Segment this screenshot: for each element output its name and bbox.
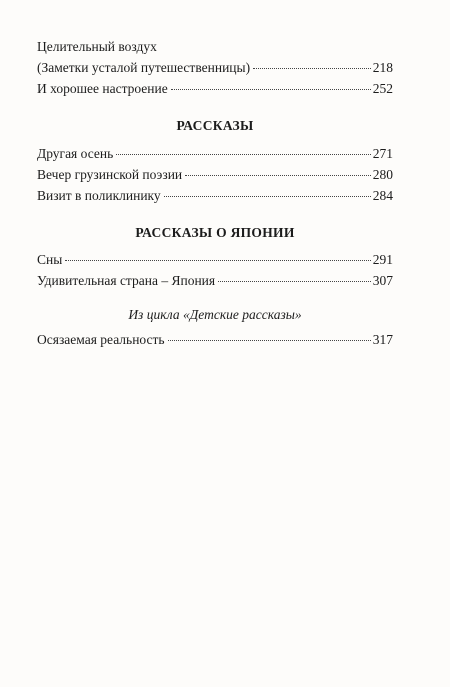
toc-entry bbox=[37, 185, 393, 206]
toc-entry bbox=[37, 78, 393, 99]
dot-leader bbox=[164, 196, 371, 197]
dot-leader bbox=[253, 68, 371, 69]
toc-entry-title: Визит в поликлинику bbox=[37, 188, 161, 203]
toc-entry bbox=[37, 270, 393, 291]
toc-entry-page: 271 bbox=[372, 146, 393, 161]
toc-entry-page: 307 bbox=[372, 273, 393, 288]
toc-entry-title-line: Целительный воздух bbox=[37, 39, 157, 54]
toc-entry bbox=[37, 329, 393, 350]
toc-entry-title: И хорошее настроение bbox=[37, 81, 168, 96]
toc-entry bbox=[37, 143, 393, 164]
dot-leader bbox=[116, 154, 370, 155]
section-heading-rasskazy: РАССКАЗЫ bbox=[176, 118, 254, 133]
toc-entry bbox=[37, 57, 393, 78]
toc-entry-page: 218 bbox=[372, 60, 393, 75]
section-heading-japan: РАССКАЗЫ О ЯПОНИИ bbox=[135, 225, 295, 240]
toc-entry bbox=[37, 249, 393, 270]
dot-leader bbox=[218, 281, 371, 282]
toc-entry-title: Удивительная страна – Япония bbox=[37, 273, 216, 288]
toc-entry-page: 317 bbox=[372, 332, 393, 347]
toc-entry-page: 252 bbox=[372, 81, 393, 96]
toc-entry-title: Вечер грузинской поэзии bbox=[37, 167, 183, 182]
toc-entry-page: 280 bbox=[372, 167, 393, 182]
section-heading-children-cycle: Из цикла «Детские рассказы» bbox=[128, 307, 302, 322]
dot-leader bbox=[168, 340, 371, 341]
table-of-contents bbox=[37, 36, 393, 350]
dot-leader bbox=[65, 260, 370, 261]
dot-leader bbox=[185, 175, 371, 176]
toc-entry-title: Другая осень bbox=[37, 146, 114, 161]
toc-entry-page: 291 bbox=[372, 252, 393, 267]
dot-leader bbox=[171, 89, 371, 90]
toc-entry-title: Осязаемая реальность bbox=[37, 332, 165, 347]
toc-entry bbox=[37, 164, 393, 185]
toc-entry-page: 284 bbox=[372, 188, 393, 203]
toc-entry-title: (Заметки усталой путешественницы) bbox=[37, 60, 251, 75]
toc-entry-title: Сны bbox=[37, 252, 63, 267]
